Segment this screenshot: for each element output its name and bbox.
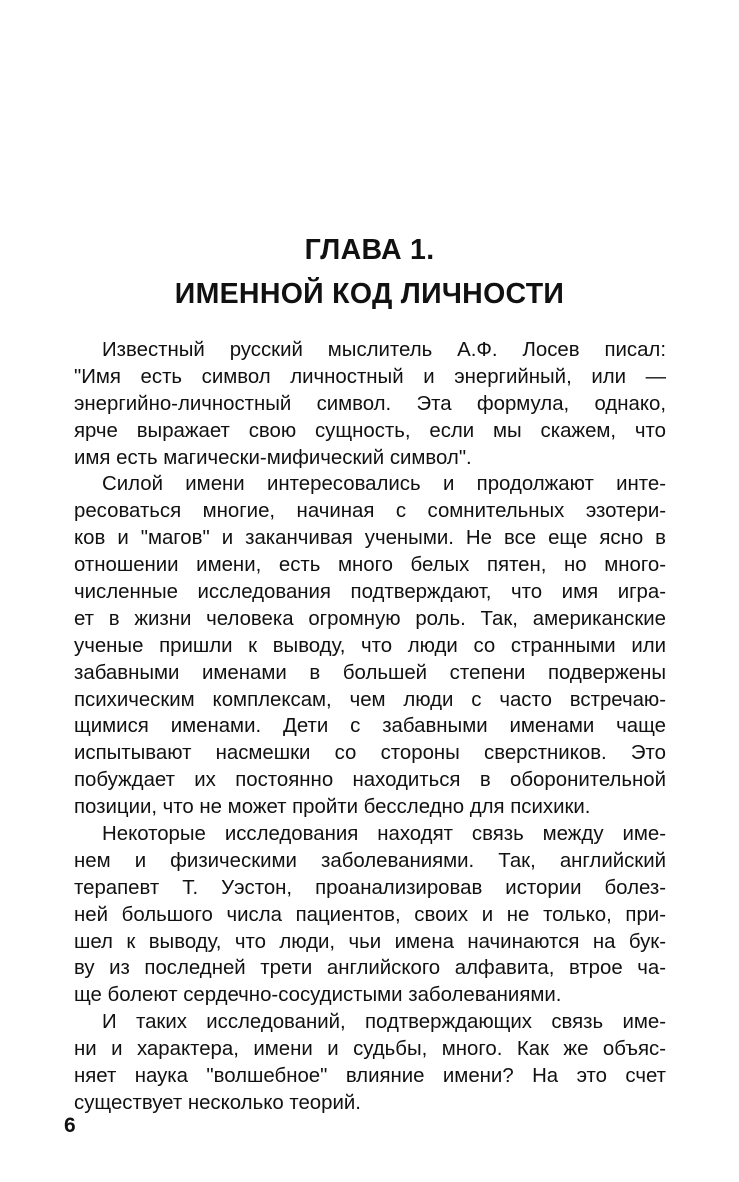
chapter-heading	[0, 228, 739, 316]
text-line: щимися именами. Дети с забавными именами чаще	[74, 715, 666, 738]
text-line: И таких исследований, подтверждающих связь име-	[102, 1011, 666, 1034]
text-line: шел к выводу, что люди, чьи имена начинаются на бук-	[74, 930, 666, 953]
text-line: энергийно-личностный символ. Эта формула, однако,	[74, 392, 666, 415]
text-line: ни и характера, имени и судьбы, много. Как же объяс-	[74, 1038, 666, 1061]
text-line: психическим комплексам, чем люди с часто встречаю-	[74, 688, 666, 711]
chapter-title: ИМЕННОЙ КОД ЛИЧНОСТИ	[174, 278, 565, 310]
text-line: ще болеют сердечно-сосудистыми заболеваниями.	[74, 984, 562, 1007]
text-line: терапевт Т. Уэстон, проанализировав истории болез-	[74, 876, 666, 899]
paragraph-4	[74, 1009, 666, 1117]
text-line: побуждает их постоянно находиться в оборонительной	[74, 769, 666, 792]
text-line: "Имя есть символ личностный и энергийный, или —	[74, 365, 666, 388]
paragraph-1	[74, 337, 666, 471]
text-line: существует несколько теорий.	[74, 1091, 361, 1114]
text-line: ков и "магов" и заканчивая учеными. Не все еще ясно в	[74, 527, 666, 550]
text-line: няет наука "волшебное" влияние имени? На это счет	[74, 1065, 666, 1088]
paragraph-2	[74, 471, 666, 821]
text-line: ресоваться многие, начиная с сомнительных эзотери-	[74, 500, 666, 523]
text-line: ет в жизни человека огромную роль. Так, американские	[74, 607, 666, 630]
text-line: численные исследования подтверждают, что имя игра-	[74, 581, 666, 604]
text-line: ученые пришли к выводу, что люди со странными или	[74, 634, 666, 657]
text-line: забавными именами в большей степени подвержены	[74, 661, 666, 684]
text-line: отношении имени, есть много белых пятен, но много-	[74, 554, 666, 577]
paragraph-3	[74, 821, 666, 1009]
text-line: ву из последней трети английского алфавита, втрое ча-	[74, 957, 666, 980]
text-line: испытывают насмешки со стороны сверстников. Это	[74, 742, 666, 765]
text-line: нем и физическими заболеваниями. Так, английский	[74, 849, 666, 872]
body-text	[74, 337, 666, 1117]
text-line: позиции, что не может пройти бесследно для психики.	[74, 796, 591, 819]
chapter-number: ГЛАВА 1.	[304, 234, 435, 266]
text-line: имя есть магически-мифический символ".	[74, 446, 472, 469]
page-number: 6	[64, 1114, 76, 1137]
text-line: ярче выражает свою сущность, если мы скажем, что	[74, 419, 666, 442]
text-line: Некоторые исследования находят связь между име-	[102, 823, 666, 846]
text-line: Известный русский мыслитель А.Ф. Лосев писал:	[102, 339, 666, 361]
text-line: Силой имени интересовались и продолжают инте-	[102, 473, 666, 496]
text-line: ней большого числа пациентов, своих и не только, при-	[74, 903, 666, 926]
